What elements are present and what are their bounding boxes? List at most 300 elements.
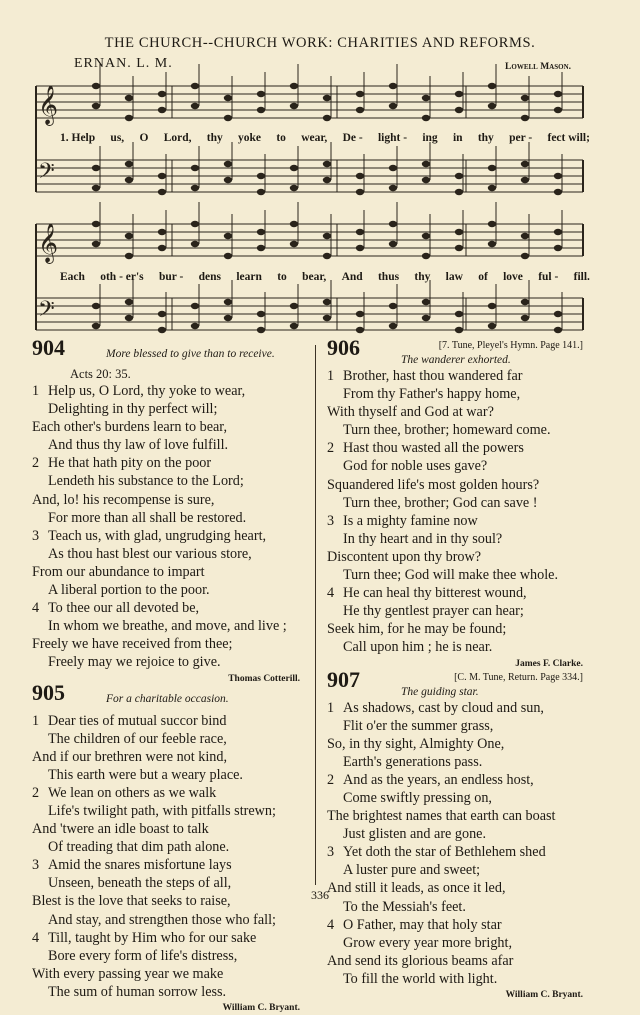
stanza-line [32, 820, 300, 838]
note-head [389, 83, 397, 89]
lyrics-line-2 [60, 271, 590, 283]
note-head [356, 189, 364, 195]
stanza-text: For more than all shall be restored. [48, 510, 246, 526]
page-number: 336 [0, 888, 640, 903]
note-head [257, 91, 265, 97]
note-head [389, 221, 397, 227]
column-divider [315, 345, 316, 885]
hymn-subtitle: The wanderer exhorted. [401, 351, 511, 369]
hymn-906 [327, 343, 583, 671]
stanza-text: And 'twere an idle boast to talk [32, 821, 209, 837]
note-head [422, 177, 430, 183]
note-head [257, 311, 265, 317]
note-head [92, 103, 100, 109]
lyric-word: light - [378, 132, 407, 144]
note-head [554, 107, 562, 113]
stanza-line [32, 599, 300, 617]
stanza-text: The sum of human sorrow less. [48, 984, 226, 1000]
note-head [521, 177, 529, 183]
tune-reference: [7. Tune, Pleyel's Hymn. Page 141.] [439, 337, 583, 355]
note-head [422, 233, 430, 239]
stanza-line [32, 802, 300, 820]
stanza-text: Turn thee; God will make thee whole. [343, 567, 558, 583]
note-head [125, 253, 133, 259]
stanza-text: Is a mighty famine now [343, 513, 478, 529]
stanza-line [32, 563, 300, 581]
stanza-line [32, 730, 300, 748]
note-head [92, 241, 100, 247]
hymn-number: 906 [327, 339, 360, 357]
hymn-author: William C. Bryant. [327, 988, 583, 1002]
note-head [422, 299, 430, 305]
stanza-line [327, 566, 583, 584]
note-head [356, 327, 364, 333]
note-head [323, 233, 331, 239]
note-head [356, 229, 364, 235]
stanza-text: Flit o'er the summer grass, [343, 718, 493, 734]
stanza-text: From thy Father's happy home, [343, 386, 520, 402]
stanza-number: 1 [327, 367, 343, 385]
note-head [158, 173, 166, 179]
stanza-line [327, 584, 583, 602]
lyric-word: ing [422, 132, 437, 144]
note-head [290, 83, 298, 89]
stanza-text: And if our brethren were not kind, [32, 749, 227, 765]
hymn-905 [32, 688, 300, 1015]
stanza-text: Teach us, with glad, ungrudging heart, [48, 528, 266, 544]
lyric-word: Lord, [164, 132, 192, 144]
stanza-text: The children of our feeble race, [48, 731, 227, 747]
stanza-line [327, 476, 583, 494]
lyric-word: fect will; [547, 132, 589, 144]
note-head [389, 323, 397, 329]
hymn-number: 907 [327, 671, 360, 689]
stanza-number: 1 [32, 382, 48, 400]
note-head [92, 185, 100, 191]
stanza-text: He thy gentlest prayer can hear; [343, 603, 524, 619]
stanza-text: In thy heart and in thy soul? [343, 531, 502, 547]
lyric-word: to [277, 271, 287, 283]
note-head [521, 299, 529, 305]
stanza-line [32, 653, 300, 671]
stanza-text: Bore every form of life's distress, [48, 948, 237, 964]
note-head [323, 161, 331, 167]
note-head [290, 185, 298, 191]
stanza-text: With thyself and God at war? [327, 404, 494, 420]
treble-clef: 𝄞 [38, 85, 58, 126]
note-head [290, 241, 298, 247]
stanza-line [327, 934, 583, 952]
lyric-word: bear, [302, 271, 326, 283]
stanza-line [327, 952, 583, 970]
stanza-text: Lendeth his substance to the Lord; [48, 473, 244, 489]
note-head [422, 161, 430, 167]
lyric-word: And [342, 271, 363, 283]
note-head [389, 165, 397, 171]
lyrics-line-1 [60, 132, 590, 144]
note-head [422, 95, 430, 101]
note-head [191, 165, 199, 171]
scripture-reference: Acts 20: 35. [32, 367, 300, 382]
stanza-line [327, 843, 583, 861]
stanza-text: Freely may we rejoice to give. [48, 654, 221, 670]
treble-clef: 𝄞 [38, 223, 58, 264]
stanza-line [327, 367, 583, 385]
stanza-number: 3 [327, 512, 343, 530]
note-head [158, 311, 166, 317]
note-head [455, 91, 463, 97]
note-head [488, 221, 496, 227]
lyric-word: yoke [238, 132, 261, 144]
stanza-line [32, 965, 300, 983]
stanza-line [327, 494, 583, 512]
lyric-word: law [446, 271, 463, 283]
note-head [389, 241, 397, 247]
note-head [125, 95, 133, 101]
note-head [224, 233, 232, 239]
left-column [32, 343, 300, 1015]
note-head [125, 233, 133, 239]
hymn-subtitle: For a charitable occasion. [106, 690, 229, 708]
stanza-number: 2 [32, 454, 48, 472]
note-head [158, 229, 166, 235]
hymn-number: 904 [32, 339, 65, 357]
note-head [191, 221, 199, 227]
stanza-text: To the Messiah's feet. [343, 899, 466, 915]
stanza-text: He can heal thy bitterest wound, [343, 585, 527, 601]
lyric-word: learn [236, 271, 262, 283]
stanza-text: So, in thy sight, Almighty One, [327, 736, 504, 752]
note-head [257, 189, 265, 195]
lyric-word: bur - [159, 271, 183, 283]
stanza-number: 3 [32, 527, 48, 545]
note-head [554, 245, 562, 251]
stanza-line [327, 789, 583, 807]
note-head [323, 177, 331, 183]
stanza-number: 2 [327, 439, 343, 457]
hymn-subtitle: More blessed to give than to receive. [106, 345, 275, 363]
note-head [125, 115, 133, 121]
stanza-number: 4 [327, 916, 343, 934]
note-head [125, 315, 133, 321]
note-head [554, 311, 562, 317]
hymn-907 [327, 675, 583, 1003]
stanza-text: God for noble uses gave? [343, 458, 487, 474]
bass-clef: 𝄢 [38, 159, 55, 189]
note-head [191, 83, 199, 89]
stanza-text: Help us, O Lord, thy yoke to wear, [48, 383, 245, 399]
note-head [323, 253, 331, 259]
note-head [92, 83, 100, 89]
stanza-line [32, 436, 300, 454]
stanza-line [32, 509, 300, 527]
note-head [356, 107, 364, 113]
stanza-text: Turn thee, brother; homeward come. [343, 422, 551, 438]
note-head [521, 315, 529, 321]
note-head [92, 165, 100, 171]
note-head [224, 95, 232, 101]
stanza-text: Just glisten and are gone. [343, 826, 486, 842]
stanza-line [32, 454, 300, 472]
note-head [290, 221, 298, 227]
hymn-author: William C. Bryant. [32, 1001, 300, 1015]
note-head [488, 103, 496, 109]
stanza-line [32, 617, 300, 635]
stanza-number: 1 [327, 699, 343, 717]
note-head [290, 103, 298, 109]
note-head [290, 165, 298, 171]
stanza-text: And as the years, an endless host, [343, 772, 534, 788]
stanza-text: Blest is the love that seeks to raise, [32, 893, 231, 909]
lyric-word: of [478, 271, 488, 283]
stanza-text: From our abundance to impart [32, 564, 205, 580]
lyric-word: ful - [538, 271, 558, 283]
lyric-word: oth - er's [100, 271, 143, 283]
page-header: THE CHURCH--CHURCH WORK: CHARITIES AND REFORMS. [0, 35, 640, 52]
lyric-word: thy [414, 271, 430, 283]
stanza-number: 4 [32, 929, 48, 947]
stanza-line [32, 635, 300, 653]
tune-reference: [C. M. Tune, Return. Page 334.] [454, 669, 583, 687]
note-head [125, 161, 133, 167]
stanza-text: O Father, may that holy star [343, 917, 502, 933]
note-head [224, 161, 232, 167]
note-head [554, 327, 562, 333]
tune-composer: Lowell Mason. [505, 62, 571, 72]
note-head [158, 91, 166, 97]
lyric-word: dens [199, 271, 221, 283]
hymn-subtitle: The guiding star. [401, 683, 479, 701]
note-head [521, 95, 529, 101]
stanza-line [327, 548, 583, 566]
stanza-line [327, 735, 583, 753]
note-head [323, 315, 331, 321]
stanza-line [327, 638, 583, 656]
hymn-904 [32, 343, 300, 686]
stanza-text: Turn thee, brother; God can save ! [343, 495, 538, 511]
stanza-line [32, 581, 300, 599]
stanza-text: And still it leads, as once it led, [327, 880, 506, 896]
stanza-line [327, 771, 583, 789]
note-head [224, 115, 232, 121]
note-head [191, 323, 199, 329]
music-score [0, 0, 640, 345]
stanza-line [32, 472, 300, 490]
stanza-line [32, 748, 300, 766]
note-head [158, 327, 166, 333]
lyric-word: 1. Help [60, 132, 95, 144]
stanza-line [32, 983, 300, 1001]
note-head [191, 185, 199, 191]
note-head [290, 323, 298, 329]
note-head [521, 161, 529, 167]
stanza-text: Dear ties of mutual succor bind [48, 713, 226, 729]
stanza-text: As shadows, cast by cloud and sun, [343, 700, 544, 716]
stanza-text: Unseen, beneath the steps of all, [48, 875, 231, 891]
note-head [323, 115, 331, 121]
note-head [488, 241, 496, 247]
stanza-line [327, 970, 583, 988]
note-head [92, 323, 100, 329]
stanza-line [32, 929, 300, 947]
stanza-line [32, 382, 300, 400]
note-head [554, 189, 562, 195]
note-head [455, 173, 463, 179]
note-head [455, 229, 463, 235]
stanza-line [327, 512, 583, 530]
stanza-text: Life's twilight path, with pitfalls strewn; [48, 803, 276, 819]
note-head [257, 229, 265, 235]
note-head [191, 241, 199, 247]
stanza-line [327, 439, 583, 457]
note-head [224, 315, 232, 321]
lyric-word: Each [60, 271, 85, 283]
stanza-text: The brightest names that earth can boast [327, 808, 556, 824]
lyric-word: fill. [574, 271, 590, 283]
stanza-text: Brother, hast thou wandered far [343, 368, 522, 384]
lyric-word: per - [509, 132, 532, 144]
note-head [323, 95, 331, 101]
stanza-text: Till, taught by Him who for our sake [48, 930, 256, 946]
note-head [356, 311, 364, 317]
stanza-line [327, 403, 583, 421]
stanza-text: Seek him, for he may be found; [327, 621, 506, 637]
note-head [488, 165, 496, 171]
stanza-line [327, 457, 583, 475]
note-head [323, 299, 331, 305]
note-head [422, 253, 430, 259]
stanza-text: This earth were but a weary place. [48, 767, 243, 783]
note-head [389, 103, 397, 109]
note-head [224, 177, 232, 183]
note-head [488, 323, 496, 329]
note-head [455, 189, 463, 195]
stanza-line [327, 385, 583, 403]
note-head [488, 83, 496, 89]
stanza-line [327, 861, 583, 879]
stanza-text: Discontent upon thy brow? [327, 549, 481, 565]
stanza-line [32, 784, 300, 802]
note-head [455, 107, 463, 113]
stanza-line [327, 530, 583, 548]
stanza-line [32, 712, 300, 730]
stanza-number: 1 [32, 712, 48, 730]
note-head [125, 177, 133, 183]
note-head [356, 245, 364, 251]
stanza-text: Amid the snares misfortune lays [48, 857, 232, 873]
lyric-word: wear, [301, 132, 327, 144]
stanza-line [327, 717, 583, 735]
stanza-text: Grow every year more bright, [343, 935, 512, 951]
note-head [92, 221, 100, 227]
stanza-number: 3 [32, 856, 48, 874]
hymn-author: James F. Clarke. [327, 657, 583, 671]
right-column [327, 343, 583, 1002]
note-head [521, 233, 529, 239]
stanza-text: Each other's burdens learn to bear, [32, 419, 227, 435]
stanza-line [327, 916, 583, 934]
note-head [257, 245, 265, 251]
note-head [521, 253, 529, 259]
note-head [191, 103, 199, 109]
note-head [191, 303, 199, 309]
stanza-text: A liberal portion to the poor. [48, 582, 210, 598]
note-head [389, 303, 397, 309]
note-head [257, 107, 265, 113]
stanza-line [327, 620, 583, 638]
note-head [92, 303, 100, 309]
stanza-line [32, 527, 300, 545]
stanza-text: As thou hast blest our various store, [48, 546, 252, 562]
note-head [257, 173, 265, 179]
stanza-line [327, 421, 583, 439]
stanza-line [32, 766, 300, 784]
lyric-word: in [453, 132, 463, 144]
stanza-line [327, 807, 583, 825]
stanza-number: 4 [327, 584, 343, 602]
note-head [158, 107, 166, 113]
stanza-number: 3 [327, 843, 343, 861]
bass-clef: 𝄢 [38, 297, 55, 327]
stanza-line [32, 911, 300, 929]
note-head [224, 253, 232, 259]
lyric-word: thy [478, 132, 494, 144]
note-head [290, 303, 298, 309]
note-head [488, 185, 496, 191]
note-head [422, 315, 430, 321]
hymn-number: 905 [32, 684, 65, 702]
tune-name: ERNAN. L. M. [74, 56, 173, 72]
stanza-text: To fill the world with light. [343, 971, 497, 987]
note-head [257, 327, 265, 333]
stanza-text: And send its glorious beams afar [327, 953, 513, 969]
stanza-text: Call upon him ; he is near. [343, 639, 492, 655]
note-head [455, 245, 463, 251]
note-head [554, 91, 562, 97]
stanza-text: Yet doth the star of Bethlehem shed [343, 844, 546, 860]
stanza-text: In whom we breathe, and move, and live ; [48, 618, 287, 634]
note-head [422, 115, 430, 121]
note-head [356, 91, 364, 97]
note-head [158, 189, 166, 195]
stanza-text: And thus thy law of love fulfill. [48, 437, 228, 453]
stanza-line [32, 545, 300, 563]
stanza-number: 2 [327, 771, 343, 789]
stanza-number: 2 [32, 784, 48, 802]
note-head [455, 327, 463, 333]
note-head [554, 173, 562, 179]
stanza-text: Earth's generations pass. [343, 754, 482, 770]
lyric-word: us, [110, 132, 124, 144]
note-head [554, 229, 562, 235]
note-head [488, 303, 496, 309]
stanza-line [327, 825, 583, 843]
lyric-word: to [276, 132, 286, 144]
stanza-text: We lean on others as we walk [48, 785, 216, 801]
stanza-line [32, 418, 300, 436]
lyric-word: De - [343, 132, 363, 144]
note-head [125, 299, 133, 305]
stanza-line [32, 856, 300, 874]
stanza-text: Of treading that dim path alone. [48, 839, 229, 855]
stanza-line [327, 602, 583, 620]
stanza-text: And, lo! his recompense is sure, [32, 492, 214, 508]
note-head [158, 245, 166, 251]
stanza-text: Come swiftly pressing on, [343, 790, 492, 806]
lyric-word: love [503, 271, 523, 283]
hymn-author: Thomas Cotterill. [32, 672, 300, 686]
note-head [389, 185, 397, 191]
